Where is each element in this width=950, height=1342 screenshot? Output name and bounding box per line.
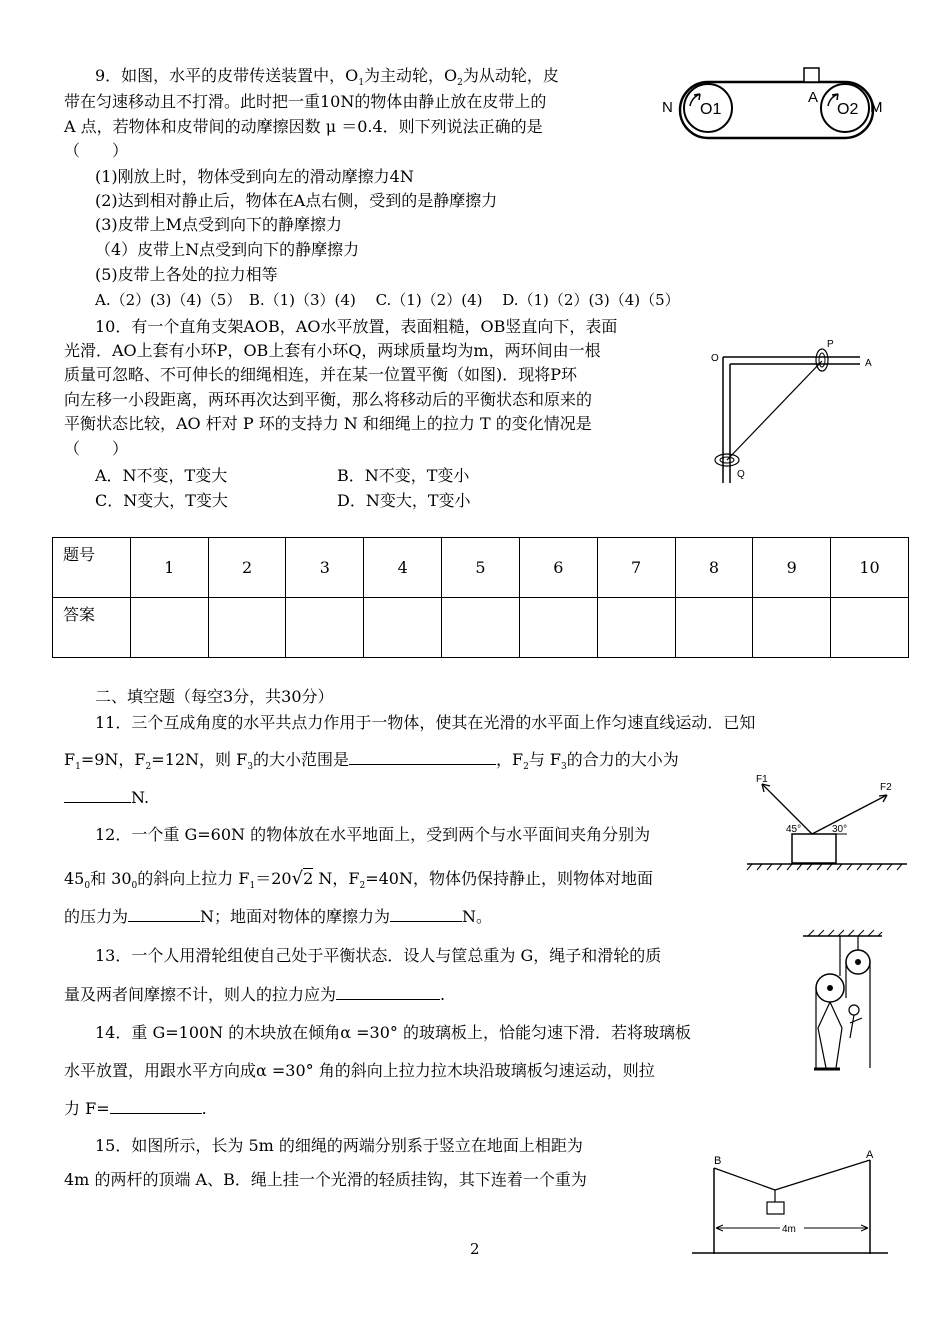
- q10-line4: 向左移一小段距离，两环再次达到平衡，那么将移动后的平衡状态和原来的: [64, 390, 593, 409]
- q14-line1: 14．重 G=100N 的木块放在倾角α =30° 的玻璃板上，恰能匀速下滑．若将玻璃板: [95, 1023, 692, 1042]
- q9-line3: A 点，若物体和皮带间的动摩擦因数 μ ＝0.4．则下列说法正确的是: [64, 117, 543, 136]
- answer-cell[interactable]: [519, 598, 597, 658]
- number-cell: 7: [597, 538, 675, 598]
- answer-cell[interactable]: [675, 598, 753, 658]
- q10-line6: （ ）: [64, 439, 129, 458]
- q10-line2: 光滑．AO上套有小环P，OB上套有小环Q，两球质量均为m，两环间由一根: [64, 341, 601, 360]
- bracket-figure: [705, 335, 890, 485]
- label-angle-30: 30°: [832, 824, 848, 835]
- answer-cell[interactable]: [753, 598, 831, 658]
- label-o1: O1: [700, 101, 722, 118]
- q10-choice-c: C．N变大，T变大: [95, 491, 228, 510]
- q9-option-3: (3)皮带上M点受到向下的静摩擦力: [95, 215, 343, 234]
- answer-blank[interactable]: [336, 999, 440, 1000]
- label-p: P: [827, 339, 834, 350]
- number-cell: 6: [519, 538, 597, 598]
- q15-line1: 15．如图所示，长为 5m 的细绳的两端分别系于竖立在地面上相距为: [95, 1136, 583, 1155]
- q10-line5: 平衡状态比较，AO 杆对 P 环的支持力 N 和细绳上的拉力 T 的变化情况是: [64, 414, 592, 433]
- q9-option-2: (2)达到相对静止后，物体在A点右侧，受到的是静摩擦力: [95, 191, 498, 210]
- q14-line2: 水平放置，用跟水平方向成α =30° 角的斜向上拉力拉木块沿玻璃板匀速运动，则拉: [64, 1061, 655, 1080]
- conveyor-belt-figure: [660, 62, 885, 142]
- label-f1: F1: [756, 774, 768, 785]
- page-number: 2: [470, 1240, 480, 1258]
- answer-blank[interactable]: [128, 921, 200, 922]
- q12-line3: 的压力为 N；地面对物体的摩擦力为 N。: [64, 907, 493, 926]
- table-row-answers: [53, 598, 909, 658]
- q10-choice-d: D．N变大，T变小: [337, 491, 471, 510]
- label-angle-45: 45°: [786, 824, 802, 835]
- q13-line1: 13．一个人用滑轮组使自己处于平衡状态．设人与筐总重为 G，绳子和滑轮的质: [95, 946, 662, 965]
- label-a: A: [808, 89, 819, 106]
- header-cell: 答案: [53, 598, 131, 658]
- q9-line4: （ ）: [64, 141, 129, 160]
- label-n: N: [662, 99, 673, 116]
- sqrt-sign: √: [291, 868, 304, 889]
- q12-line2: $45_0$和 $30_0$的斜向上拉力 $F_1=20√2$ N，$F_2=40N$，物体仍保持静止，则物体对地面: [64, 868, 653, 892]
- q9-line1: 9．如图，水平的皮带传送装置中，$O_1$为主动轮，$O_2$为从动轮，皮: [95, 66, 559, 89]
- label-a: A: [866, 1150, 874, 1161]
- q9-line2: 带在匀速移动且不打滑。此时把一重10N的物体由静止放在皮带上的: [64, 92, 547, 111]
- label-o: O: [711, 353, 719, 364]
- q11-line1: 11．三个互成角度的水平共点力作用于一物体，使其在光滑的水平面上作匀速直线运动．已知: [95, 713, 756, 732]
- answer-table: [52, 537, 909, 658]
- q9-choices: A.（2）(3)（4)（5） B.（1)（3）(4) C.（1)（2）(4) D.（1)（2）(3)（4)（5）: [95, 291, 680, 309]
- header-cell: 题号: [53, 538, 131, 598]
- q9-option-5: (5)皮带上各处的拉力相等: [95, 265, 278, 284]
- forces-figure: [742, 770, 912, 880]
- label-m: M: [870, 99, 883, 116]
- answer-cell[interactable]: [286, 598, 364, 658]
- label-a: A: [865, 358, 872, 369]
- number-cell: 10: [831, 538, 909, 598]
- answer-cell[interactable]: [208, 598, 286, 658]
- section-title: 二、填空题（每空3分，共30分）: [95, 687, 334, 706]
- answer-blank[interactable]: [64, 802, 131, 803]
- q10-choice-a: A．N不变，T变大: [95, 466, 228, 485]
- q10-line1: 10．有一个直角支架AOB，AO水平放置，表面粗糙，OB竖直向下，表面: [95, 317, 618, 336]
- answer-cell[interactable]: [364, 598, 442, 658]
- label-b: B: [714, 1155, 722, 1167]
- number-cell: 1: [130, 538, 208, 598]
- number-cell: 4: [364, 538, 442, 598]
- q10-choice-b: B．N不变，T变小: [337, 466, 470, 485]
- q11-line3: N.: [64, 787, 149, 809]
- answer-blank[interactable]: [390, 921, 462, 922]
- answer-cell[interactable]: [831, 598, 909, 658]
- label-distance: 4m: [782, 1224, 796, 1235]
- rope-poles-figure: [690, 1150, 890, 1260]
- label-o2: O2: [837, 101, 859, 118]
- q12-line1: 12．一个重 G=60N 的物体放在水平地面上，受到两个与水平面间夹角分别为: [95, 825, 651, 844]
- label-f2: F2: [880, 782, 892, 793]
- answer-blank[interactable]: [349, 764, 496, 765]
- number-cell: 5: [442, 538, 520, 598]
- q15-line2: 4m 的两杆的顶端 A、B．绳上挂一个光滑的轻质挂钩，其下连着一个重为: [64, 1170, 587, 1189]
- number-cell: 2: [208, 538, 286, 598]
- q9-option-4: （4）皮带上N点受到向下的静摩擦力: [95, 240, 360, 259]
- q10-line3: 质量可忽略、不可伸长的细绳相连，并在某一位置平衡（如图)．现将P环: [64, 365, 578, 384]
- answer-cell[interactable]: [442, 598, 520, 658]
- q13-line2: 量及两者间摩擦不计，则人的拉力应为 .: [64, 985, 446, 1004]
- number-cell: 3: [286, 538, 364, 598]
- label-q: Q: [737, 469, 745, 480]
- q9-option-1: (1)刚放上时，物体受到向左的滑动摩擦力4N: [95, 167, 414, 186]
- q14-line3: 力 F= .: [64, 1099, 207, 1118]
- number-cell: 8: [675, 538, 753, 598]
- answer-blank[interactable]: [110, 1113, 202, 1114]
- pulley-figure: [800, 928, 890, 1078]
- number-cell: 9: [753, 538, 831, 598]
- answer-cell[interactable]: [130, 598, 208, 658]
- answer-cell[interactable]: [597, 598, 675, 658]
- table-row-numbers: [53, 538, 909, 598]
- q11-line2: $F_1=9N$，$F_2=12N$，则 $F_3$的大小范围是 ，$F_2$与 $F_3$的合力的大小为: [64, 750, 679, 773]
